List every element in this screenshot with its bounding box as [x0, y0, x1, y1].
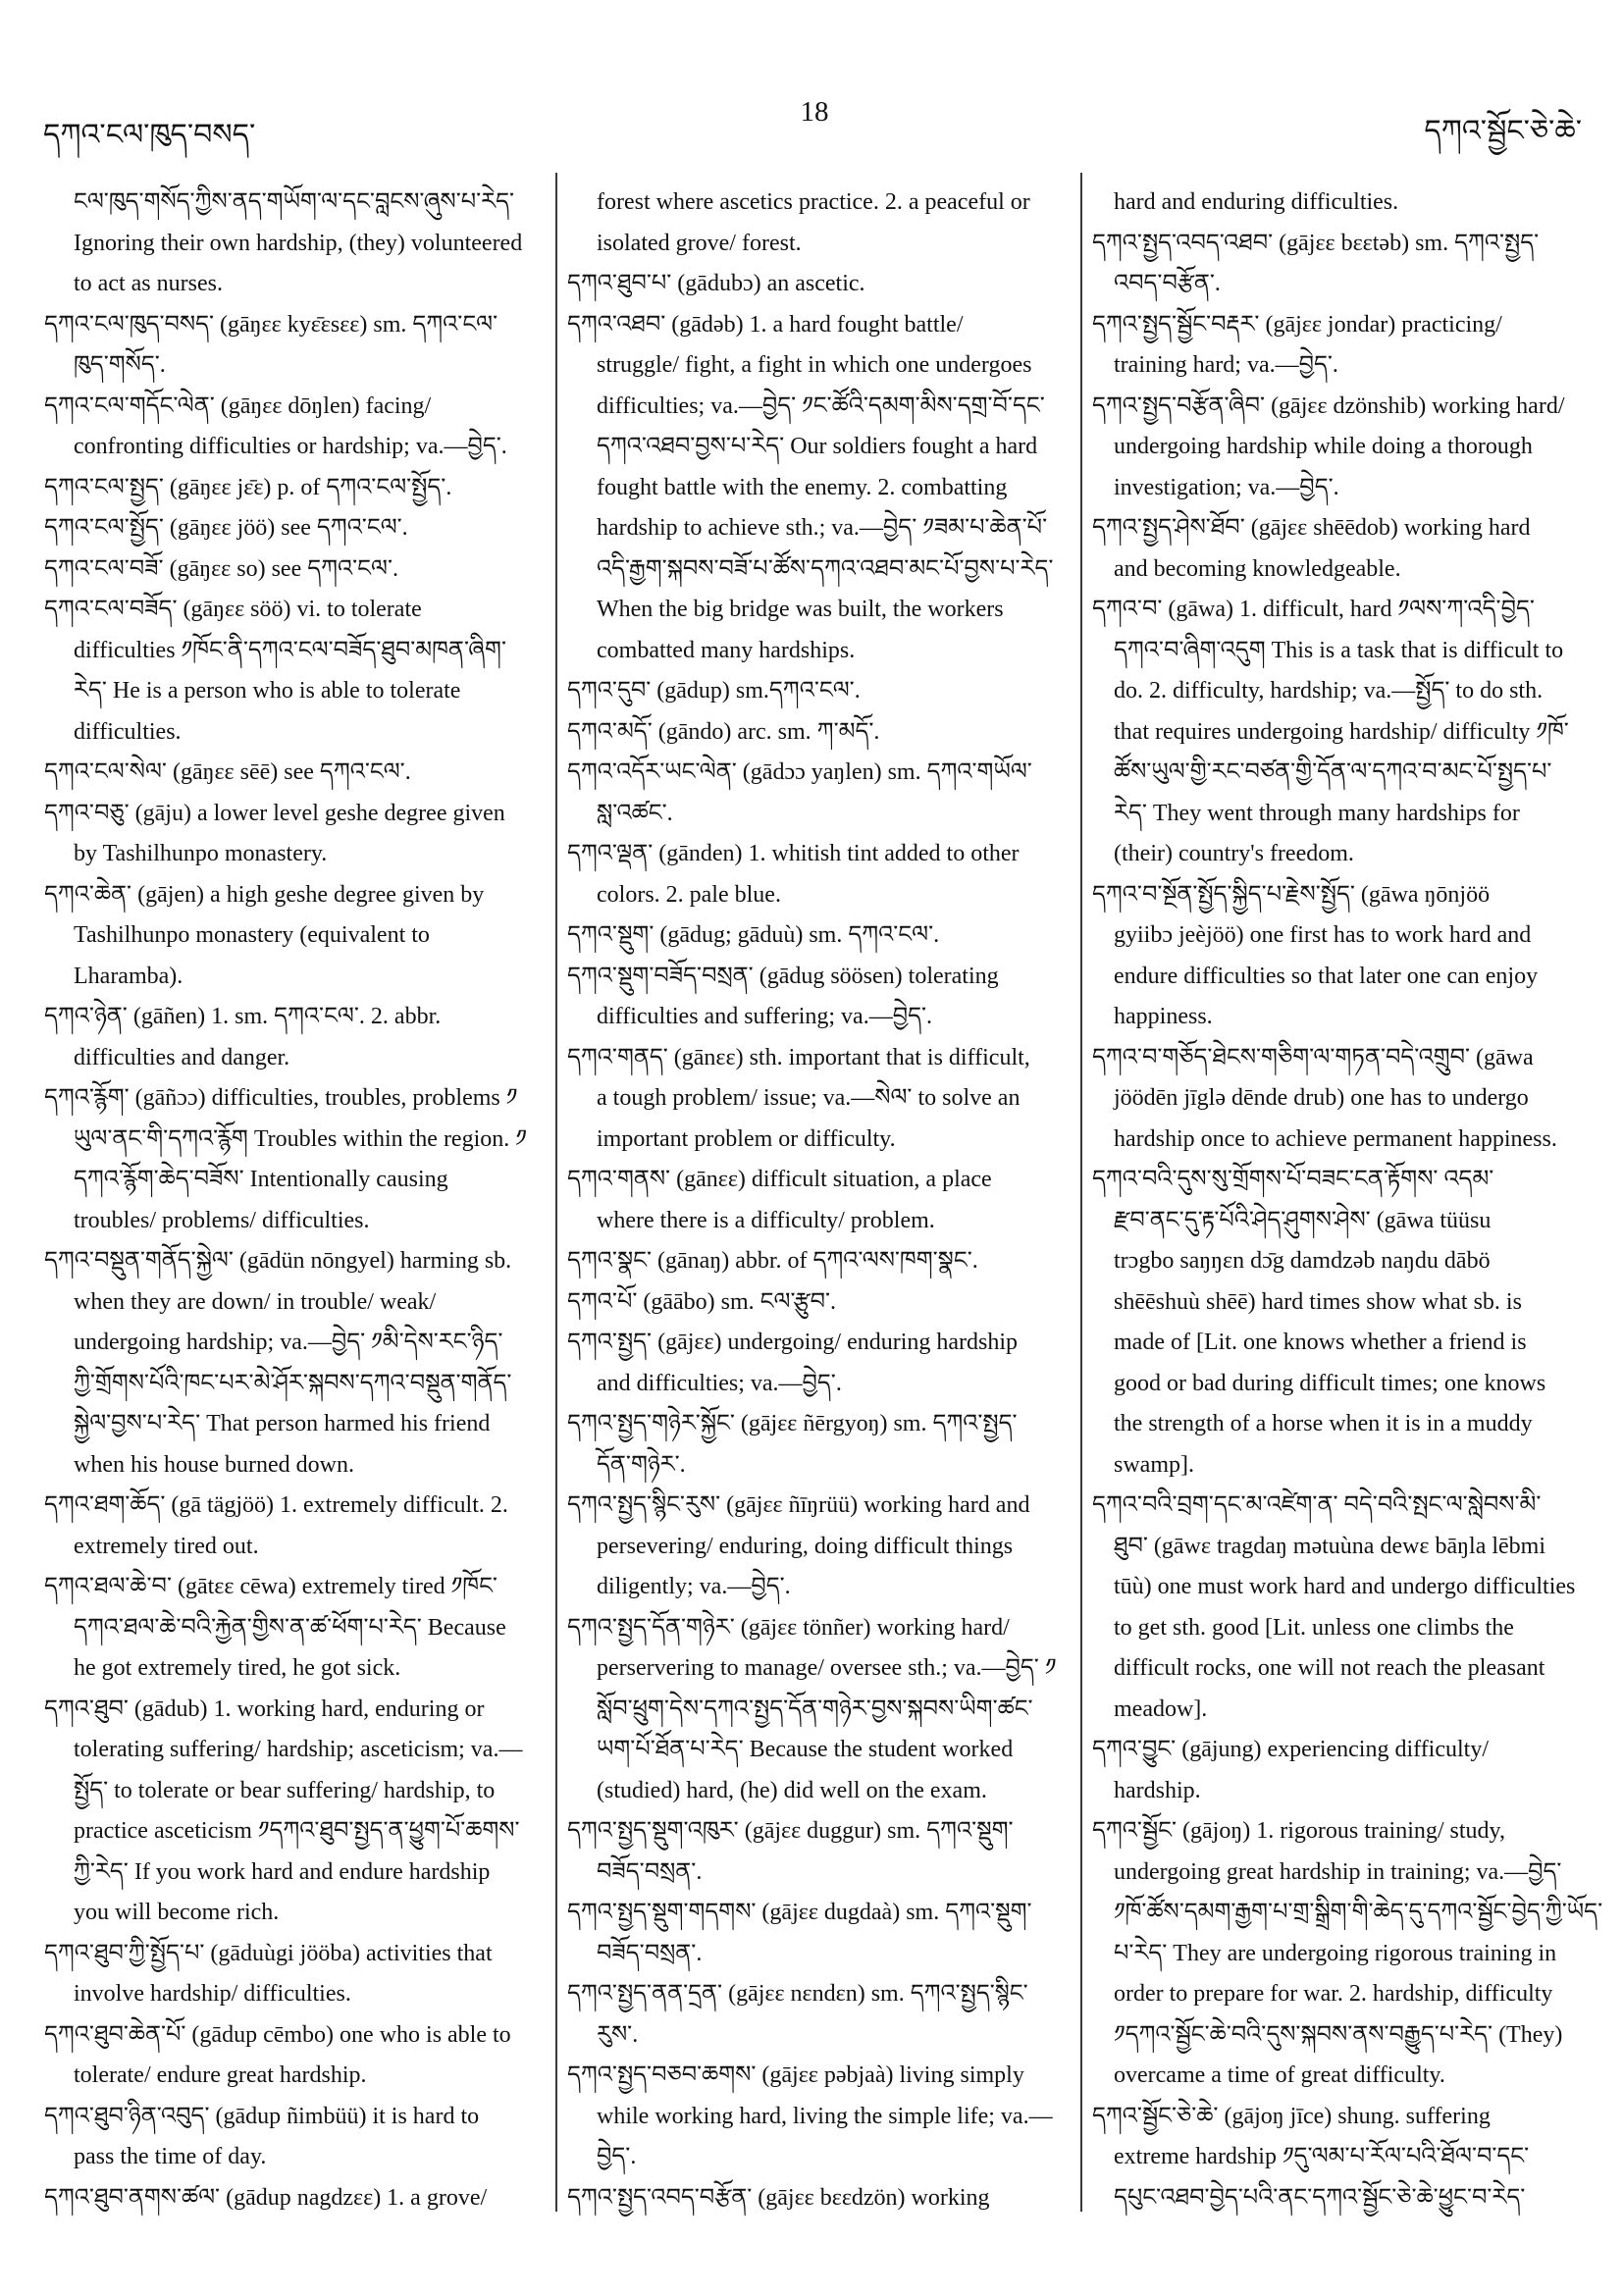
entry-headword-line: དཀའ་སྡུག་བཟོད་བསྲན་ (gādug söösen) tolerating — [567, 963, 999, 989]
entry-headword-line: དཀའ་སྤྱད་སྙིང་རུས་ (gājɛɛ ñīŋrüü) working hard and — [567, 1492, 1030, 1518]
entry-headword-line: དཀའ་སྤྱད་བཅབ་ཆགས་ (gājɛɛ pəbjaà) living simply — [567, 2062, 1024, 2088]
entry-headword-line: དཀའ་སྣང་ (gānaŋ) abbr. of དཀའ་ལས་ཁག་སྣང་. — [567, 1248, 978, 1274]
entry-headword-line: དཀའ་ངལ་བཟོད་ (gāŋɛɛ söö) vi. to tolerate — [44, 597, 422, 622]
dictionary-entry — [44, 2178, 550, 2219]
entry-text-line: endure difficulties so that later one can enjoy — [1114, 963, 1539, 989]
entry-text-line: extreme hardship ༡དུ་ལམ་པ་རོལ་པའི་ཐོལ་བ་དང་ — [1114, 2144, 1530, 2169]
entry-text-line: training hard; va.—བྱེད་. — [1114, 352, 1338, 378]
entry-headword-line: དཀའ་གནད་ (gānɛɛ) sth. important that is difficult, — [567, 1044, 1030, 1070]
entry-text-line: extremely tired out. — [74, 1533, 259, 1559]
entry-headword-line: དཀའ་ཐུབ་ (gādub) 1. working hard, enduring or — [44, 1696, 485, 1722]
dictionary-entry — [567, 1404, 1073, 1486]
entry-headword-line: དཀའ་ངལ་བཟོ་ (gāŋɛɛ so) see དཀའ་ངལ་. — [44, 555, 399, 582]
entry-text-line: ཀྱི་རེད་ If you work hard and endure hardship — [74, 1858, 491, 1885]
entry-text-line: persevering/ enduring, doing difficult things — [597, 1533, 1014, 1559]
column-2 — [567, 183, 1073, 2233]
column-divider — [555, 173, 557, 2212]
dictionary-entry — [567, 1974, 1073, 2056]
entry-text-line: པ་རེད་ They are undergoing rigorous training in — [1114, 1940, 1557, 1966]
entry-headword-line: དཀའ་སྤྱད་སྡུག་གདགས་ (gājɛɛ dugdaà) sm. དཀའ་སྡུག་ — [567, 1900, 1032, 1925]
entry-text-line: undergoing hardship; va.—བྱེད་ ༡མི་དེས་རང་ཉིད་ — [74, 1330, 503, 1355]
entry-text-line: དཀའ་འཐབ་བྱས་པ་རེད་ Our soldiers fought a hard — [597, 434, 1038, 459]
dictionary-entry — [44, 2015, 550, 2097]
dictionary-entry — [44, 305, 550, 387]
dictionary-entry — [567, 1811, 1073, 1893]
column-3 — [1092, 183, 1604, 2233]
entry-text-line: tolerate/ endure great hardship. — [74, 2062, 367, 2088]
entry-text-line: a tough problem/ issue; va.—སེལ་ to solve an — [597, 1085, 1021, 1111]
entry-text-line: རྫབ་ནང་དུ་རྟ་པོའི་ཤེད་ཤུགས་ཤེས་ (gāwa tüüsu — [1114, 1207, 1492, 1233]
dictionary-entry — [567, 671, 1073, 712]
dictionary-entry — [567, 915, 1073, 957]
entry-headword-line: དཀའ་སྤྱད་སྦྱོང་བརྡར་ (gājɛɛ jondar) practicing/ — [1092, 311, 1502, 338]
entry-headword-line: དཀའ་མདོ་ (gāndo) arc. sm. ཀ་མདོ་. — [567, 718, 880, 745]
dictionary-entry — [1092, 590, 1604, 875]
dictionary-entry — [44, 549, 550, 591]
entry-text-line: made of [Lit. one knows whether a friend is — [1114, 1330, 1527, 1355]
entry-text-line: the strength of a horse when it is in a muddy — [1114, 1411, 1533, 1436]
column-divider — [1080, 173, 1082, 2212]
dictionary-entry — [1092, 2097, 1604, 2219]
entry-headword-line: དཀའ་སྤྱད་སྡུག་འཁུར་ (gājɛɛ duggur) sm. དཀའ་སྡུག་ — [567, 1818, 1014, 1844]
entry-headword-line: དཀའ་བ་སྔོན་སྤྱོད་སྐྱིད་པ་རྗེས་སྤྱོད་ (gāwa ŋōnjöö — [1092, 881, 1491, 908]
entry-headword-line: དཀའ་རྙོག་ (gāñɔɔ) difficulties, troubles, problems ༡ — [44, 1085, 518, 1111]
entry-headword-line: དཀའ་ཐུབ་ཆེན་པོ་ (gādup cēmbo) one who is able to — [44, 2021, 511, 2048]
entry-text-line: ཡག་པོ་ཐོན་པ་རེད་ Because the student worked — [597, 1737, 1014, 1762]
entry-headword-line: དཀའ་བསྡུན་གནོད་སྐྱེལ་ (gādün nōngyel) harming sb. — [44, 1248, 512, 1274]
dictionary-entry — [44, 1690, 550, 1934]
entry-text-line: overcame a time of great difficulty. — [1114, 2062, 1445, 2088]
entry-headword-line: དཀའ་བའི་དུས་སུ་གྲོགས་པོ་བཟང་ངན་རྟོགས་ འདམ་ — [1092, 1167, 1494, 1192]
entry-text-line: when his house burned down. — [74, 1451, 354, 1478]
dictionary-entry — [567, 2056, 1073, 2178]
entry-headword-line: དཀའ་ངལ་སེལ་ (gāŋɛɛ sēē) see དཀའ་ངལ་. — [44, 759, 411, 785]
entry-text-line: དཀའ་ཐལ་ཆེ་བའི་རྐྱེན་གྱིས་ན་ཚ་ཕོག་པ་རེད་ Because — [74, 1614, 506, 1641]
entry-text-line: hard and enduring difficulties. — [1114, 189, 1399, 215]
entry-text-line: tūù) one must work hard and undergo difficulties — [1114, 1574, 1576, 1599]
entry-text-line: you will become rich. — [74, 1900, 280, 1925]
entry-text-line: happiness. — [1114, 1004, 1213, 1029]
entry-text-line: འདི་རྒྱག་སྐབས་བཟོ་པ་ཚོས་དཀའ་འཐབ་མང་པོ་བྱས་པ་རེད་ — [597, 555, 1054, 582]
dictionary-entry — [567, 834, 1073, 915]
entry-headword-line: དཀའ་བ་ (gāwa) 1. difficult, hard ༡ལས་ཀ་འདི་བྱེད་ — [1092, 597, 1535, 622]
dictionary-entry — [567, 712, 1073, 754]
entry-headword-line: དཀའ་ཐུབ་ཀྱི་སྤྱོད་པ་ (gāduùgi jööba) activities that — [44, 1940, 493, 1966]
dictionary-entry — [1092, 1486, 1604, 1730]
dictionary-entry — [567, 1486, 1073, 1608]
entry-headword-line: དཀའ་འཐབ་ (gādəb) 1. a hard fought battle/ — [567, 311, 964, 338]
entry-text-line: order to prepare for war. 2. hardship, difficulty — [1114, 1981, 1553, 2007]
entry-text-line: and becoming knowledgeable. — [1114, 555, 1401, 582]
dictionary-entry — [567, 1282, 1073, 1324]
entry-headword-line: དཀའ་ཐལ་ཆེ་བ་ (gātɛɛ cēwa) extremely tired ༡ཁོང་ — [44, 1574, 497, 1599]
entry-text-line: and difficulties; va.—བྱེད་. — [597, 1370, 842, 1396]
entry-text-line: involve hardship/ difficulties. — [74, 1981, 351, 2007]
entry-text-line: he got extremely tired, he got sick. — [74, 1655, 401, 1681]
entry-text-line: Tashilhunpo monastery (equivalent to — [74, 922, 430, 948]
entry-text-line: colors. 2. pale blue. — [597, 881, 781, 908]
page-number: 18 — [800, 96, 829, 128]
dictionary-entry — [1092, 875, 1604, 1038]
entry-headword-line: དཀའ་སྤྱད་ནན་དྲན་ (gājɛɛ nɛndɛn) sm. དཀའ་སྤྱད་སྙིང་ — [567, 1981, 1028, 2007]
dictionary-entry — [1092, 1811, 1604, 2097]
dictionary-entry — [44, 1567, 550, 1690]
entry-headword-line: དཀའ་ཆེན་ (gājen) a high geshe degree given by — [44, 881, 485, 908]
entry-text-line: struggle/ fight, a fight in which one undergoes — [597, 352, 1032, 378]
entry-text-line: སྐྱེལ་བྱས་པ་རེད་ That person harmed his friend — [74, 1411, 491, 1436]
entry-text-line: meadow]. — [1114, 1696, 1208, 1722]
dictionary-entry — [567, 1038, 1073, 1161]
dictionary-entry — [1092, 1160, 1604, 1486]
entry-text-line: shēēshuù shēē) hard times show what sb. is — [1114, 1288, 1522, 1315]
entry-headword-line: དཀའ་སྤྱད་ཤེས་ཐོབ་ (gājɛɛ shēēdob) working hard — [1092, 515, 1531, 541]
entry-text-line: diligently; va.—བྱེད་. — [597, 1574, 791, 1599]
dictionary-entry — [1092, 387, 1604, 509]
entry-text-line: Ignoring their own hardship, (they) volunteered — [74, 230, 523, 256]
entry-headword-line: དཀའ་སྦྱོང་ཅེ་ཆེ་ (gājoŋ jīce) shung. suffering — [1092, 2103, 1491, 2129]
entry-text-line: confronting difficulties or hardship; va.—བྱེད་. — [74, 434, 507, 459]
dictionary-entry — [567, 957, 1073, 1038]
entry-headword-line: དཀའ་སྤྱད་འབད་འཐབ་ (gājɛɛ bɛɛtəb) sm. དཀའ་སྤྱད་ — [1092, 230, 1540, 256]
dictionary-entry — [567, 1608, 1073, 1812]
entry-text-line: སྤྱོད་ to tolerate or bear suffering/ hardship, to — [74, 1777, 496, 1803]
entry-text-line: swamp]. — [1114, 1451, 1194, 1478]
entry-headword-line: དཀའ་འདོར་ཡང་ལེན་ (gādɔɔ yaŋlen) sm. དཀའ་གཡོལ་ — [567, 759, 1032, 785]
entry-text-line: hardship once to achieve permanent happiness. — [1114, 1125, 1557, 1152]
entry-text-line: ཚོས་ཡུལ་གྱི་རང་བཙན་གྱི་དོན་ལ་དཀའ་བ་མང་པོ་སྤྱད་པ་ — [1114, 759, 1552, 785]
entry-headword-line: དཀའ་ལྡན་ (gānden) 1. whitish tint added to other — [567, 841, 1020, 866]
entry-text-line: difficult rocks, one will not reach the pleasant — [1114, 1655, 1545, 1681]
dictionary-entry — [567, 305, 1073, 672]
entry-text-line: good or bad during difficult times; one knows — [1114, 1370, 1546, 1396]
dictionary-entry — [44, 508, 550, 549]
entry-headword-line: དཀའ་པོ་ (gāābo) sm. ངལ་རྩུབ་. — [567, 1288, 837, 1315]
entry-headword-line: དཀའ་སྤྱད་དོན་གཉེར་ (gājɛɛ tönñer) working hard/ — [567, 1614, 1010, 1641]
entry-text-line: ངལ་ཁུད་གསོད་ཀྱིས་ནད་གཡོག་ལ་དང་བླངས་ཞུས་པ་རེད་ — [74, 189, 515, 215]
entry-text-line: by Tashilhunpo monastery. — [74, 841, 328, 866]
dictionary-entry — [1092, 305, 1604, 387]
entry-text-line: combatted many hardships. — [597, 637, 856, 663]
entry-text-line: ཐུབ་ (gāwɛ tragdaŋ mətuùna dewɛ bāŋla lēbmi — [1114, 1533, 1546, 1559]
dictionary-entry — [44, 997, 550, 1078]
entry-text-line: tolerating suffering/ hardship; asceticism; va.— — [74, 1737, 523, 1762]
entry-text-line: hardship. — [1114, 1777, 1201, 1803]
entry-headword-line: དཀའ་བའི་བྲག་དང་མ་འཛེག་ན་ བདེ་བའི་སྤང་ལ་སླེབས་མི་ — [1092, 1492, 1542, 1518]
entry-text-line: trɔgbo saŋŋɛn dɔ̄g damdzəb naŋdu dābö — [1114, 1248, 1491, 1274]
entry-text-line: difficulties; va.—བྱེད་ ༡ང་ཚོའི་དམག་མིས་དགྲ་བོ་དང་ — [597, 392, 1045, 419]
dictionary-entry — [1092, 1038, 1604, 1161]
entry-text-line: བཟོད་བསྲན་. — [597, 1940, 703, 1966]
entry-text-line: important problem or difficulty. — [597, 1125, 896, 1152]
entry-text-line: བྱེད་. — [597, 2144, 637, 2169]
dictionary-entry — [44, 1241, 550, 1486]
entry-text-line: jöödēn jīglə dēnde drub) one has to undergo — [1114, 1085, 1529, 1111]
entry-text-line: ཁུད་གསོད་. — [74, 352, 166, 378]
entry-text-line: རེད་ They went through many hardships for — [1114, 800, 1520, 826]
entry-headword-line: དཀའ་ངལ་གདོང་ལེན་ (gāŋɛɛ dōŋlen) facing/ — [44, 392, 432, 419]
continued-entry — [44, 183, 550, 305]
dictionary-entry — [44, 468, 550, 509]
entry-text-line: difficulties. — [74, 718, 182, 745]
entry-text-line: isolated grove/ forest. — [597, 230, 802, 256]
entry-text-line: རེད་ He is a person who is able to tolerate — [74, 678, 461, 704]
entry-text-line: བཟོད་བསྲན་. — [597, 1858, 703, 1885]
dictionary-entry — [1092, 224, 1604, 305]
entry-headword-line: དཀའ་ངལ་སྤྱོད་ (gāŋɛɛ jöö) see དཀའ་ངལ་. — [44, 515, 408, 541]
continued-entry — [567, 183, 1073, 264]
entry-headword-line: དཀའ་བ་གཅོད་ཐེངས་གཅིག་ལ་གཏན་བདེ་འགྲུབ་ (gāwa — [1092, 1044, 1534, 1070]
column-1 — [44, 183, 550, 2233]
entry-headword-line: དཀའ་སྡུག་ (gādug; gāduù) sm. དཀའ་ངལ་. — [567, 922, 940, 948]
dictionary-entry — [44, 875, 550, 998]
dictionary-entry — [567, 753, 1073, 834]
entry-text-line: while working hard, living the simple life; va.— — [597, 2103, 1053, 2129]
entry-headword-line: དཀའ་ཉེན་ (gāñen) 1. sm. དཀའ་ངལ་. 2. abbr. — [44, 1004, 442, 1029]
dictionary-entry — [567, 264, 1073, 305]
entry-text-line: when they are down/ in trouble/ weak/ — [74, 1288, 437, 1315]
dictionary-entry — [567, 2178, 1073, 2219]
entry-text-line: gyiibɔ jeèjöö) one first has to work hard and — [1114, 922, 1532, 948]
entry-text-line: difficulties and suffering; va.—བྱེད་. — [597, 1004, 933, 1029]
entry-text-line: (studied) hard, (he) did well on the exam. — [597, 1777, 987, 1803]
entry-headword-line: དཀའ་སྤྱད་གཉེར་སྐྱོང་ (gājɛɛ ñērgyoŋ) sm. དཀའ་སྤྱད་ — [567, 1411, 1018, 1436]
entry-text-line: ཡུལ་ནང་གི་དཀའ་རྙོག Troubles within the region. ༡ — [74, 1125, 527, 1152]
dictionary-entry — [567, 1160, 1073, 1241]
entry-text-line: དོན་གཉེར་. — [597, 1451, 686, 1478]
entry-text-line: hardship to achieve sth.; va.—བྱེད་ ༡ཟམ་པ་ཆེན་པོ་ — [597, 515, 1048, 541]
entry-text-line: རུས་. — [597, 2021, 639, 2048]
dictionary-entry — [44, 753, 550, 794]
dictionary-entry — [44, 1486, 550, 1567]
entry-headword-line: དཀའ་བཅུ་ (gāju) a lower level geshe degree given — [44, 800, 505, 826]
entry-text-line: When the big bridge was built, the workers — [597, 597, 1004, 622]
entry-headword-line: དཀའ་ཐུབ་ཉིན་འབུད་ (gādup ñimbüü) it is hard to — [44, 2103, 480, 2129]
entry-headword-line: དཀའ་བྱུང་ (gājung) experiencing difficulty/ — [1092, 1737, 1490, 1762]
entry-headword-line: དཀའ་དུབ་ (gādup) sm.དཀའ་ངལ་. — [567, 678, 861, 704]
dictionary-entry — [1092, 508, 1604, 590]
entry-headword-line: དཀའ་གནས་ (gānɛɛ) difficult situation, a place — [567, 1167, 992, 1192]
entry-headword-line: དཀའ་སྦྱོང་ (gājoŋ) 1. rigorous training/ study, — [1092, 1818, 1505, 1844]
entry-headword-line: དཀའ་ངལ་ཁུད་བསད་ (gāŋɛɛ kyɛ̄ɛsɛɛ) sm. དཀའ་ངལ་ — [44, 311, 498, 338]
entry-text-line: troubles/ problems/ difficulties. — [74, 1207, 370, 1233]
entry-headword-line: དཀའ་ཐག་ཆོད་ (gā tägjöö) 1. extremely difficult. 2. — [44, 1492, 508, 1518]
entry-text-line: undergoing great hardship in training; va.—བྱེད་ — [1114, 1858, 1562, 1885]
dictionary-entry — [567, 1323, 1073, 1404]
dictionary-entry — [44, 794, 550, 875]
entry-text-line: investigation; va.—བྱེད་. — [1114, 474, 1339, 500]
entry-headword-line: དཀའ་སྤྱད་ (gājɛɛ) undergoing/ enduring hardship — [567, 1330, 1019, 1355]
entry-text-line: forest where ascetics practice. 2. a peaceful or — [597, 189, 1030, 215]
entry-text-line: འབད་བརྩོན་. — [1114, 271, 1221, 296]
dictionary-entry — [1092, 1730, 1604, 1811]
entry-text-line: pass the time of day. — [74, 2144, 267, 2169]
entry-text-line: (their) country's freedom. — [1114, 841, 1354, 866]
entry-text-line: do. 2. difficulty, hardship; va.—སྤྱོད་ to do sth. — [1114, 678, 1544, 704]
entry-text-line: undergoing hardship while doing a thorough — [1114, 434, 1533, 459]
dictionary-entry — [567, 1893, 1073, 1974]
entry-text-line: སླ་འཚང་. — [597, 800, 673, 826]
dictionary-entry — [44, 2097, 550, 2178]
dictionary-entry — [567, 1241, 1073, 1282]
entry-text-line: དཀའ་རྙོག་ཆེད་བཟོས་ Intentionally causing — [74, 1167, 448, 1192]
entry-text-line: to get sth. good [Lit. unless one climbs the — [1114, 1614, 1514, 1641]
entry-text-line: difficulties and danger. — [74, 1044, 290, 1070]
entry-text-line: དཀའ་བ་ཞིག་འདུག This is a task that is difficult to — [1114, 637, 1564, 663]
entry-text-line: practice asceticism ༡དཀའ་ཐུབ་སྤྱད་ན་ཕྱུག་པོ་ཆགས་ — [74, 1818, 520, 1844]
entry-text-line: perservering to manage/ oversee sth.; va.—བྱེད་ ༡ — [597, 1655, 1057, 1681]
entry-text-line: Lharamba). — [74, 963, 183, 989]
entry-headword-line: དཀའ་ཐུབ་པ་ (gādubɔ) an ascetic. — [567, 271, 865, 296]
running-header-left: དཀའ་ངལ་ཁུད་བསད་ — [43, 119, 256, 151]
entry-headword-line: དཀའ་སྤྱད་འབད་བརྩོན་ (gājɛɛ bɛɛdzön) working — [567, 2184, 990, 2211]
entry-headword-line: དཀའ་སྤྱད་བརྩོན་ཞིབ་ (gājɛɛ dzönshib) working hard/ — [1092, 392, 1565, 419]
entry-text-line: that requires undergoing hardship/ difficulty ༡ཁོ་ — [1114, 718, 1569, 745]
entry-text-line: ཀྱི་གྲོགས་པོའི་ཁང་པར་མེ་ཤོར་སྐབས་དཀའ་བསྡུན་གནོད་ — [74, 1370, 512, 1396]
entry-text-line: དཔུང་འཐབ་བྱེད་པའི་ནང་དཀའ་སྦྱོང་ཅེ་ཆེ་ཕྱུང་བ་རེད་ — [1114, 2184, 1526, 2211]
dictionary-entry — [44, 387, 550, 468]
dictionary-entry — [44, 1934, 550, 2015]
entry-text-line: ༡ཁོ་ཚོས་དམག་རྒྱག་པ་གྲ་སྒྲིག་གི་ཆེད་དུ་དཀའ་སྦྱོང་བྱེད་ཀྱི་ཡོད་ — [1114, 1900, 1603, 1925]
dictionary-entry — [44, 1078, 550, 1241]
entry-text-line: where there is a difficulty/ problem. — [597, 1207, 935, 1233]
entry-text-line: ༡དཀའ་སྦྱོང་ཆེ་བའི་དུས་སྐབས་ནས་བརྒྱུད་པ་རེད་ (They) — [1114, 2021, 1563, 2048]
entry-headword-line: དཀའ་ངལ་སྤྱད་ (gāŋɛɛ jɛ̄ɛ) p. of དཀའ་ངལ་སྤྱོད་. — [44, 474, 452, 500]
running-header-right: དཀའ་སྦྱོང་ཅེ་ཆེ་ — [1424, 115, 1582, 147]
entry-text-line: difficulties ༡ཁོང་ནི་དཀའ་ངལ་བཟོད་ཐུབ་མཁན་ཞིག་ — [74, 637, 506, 663]
continued-entry — [1092, 183, 1604, 224]
entry-text-line: སློབ་ཕྲུག་དེས་དཀའ་སྤྱད་དོན་གཉེར་བྱས་སྐབས་ཡིག་ཚང་ — [597, 1696, 1033, 1722]
entry-headword-line: དཀའ་ཐུབ་ནགས་ཚལ་ (gādup nagdzɛɛ) 1. a grove/ — [44, 2184, 488, 2211]
entry-text-line: to act as nurses. — [74, 271, 223, 296]
entry-text-line: fought battle with the enemy. 2. combatting — [597, 474, 1008, 500]
dictionary-entry — [44, 590, 550, 753]
